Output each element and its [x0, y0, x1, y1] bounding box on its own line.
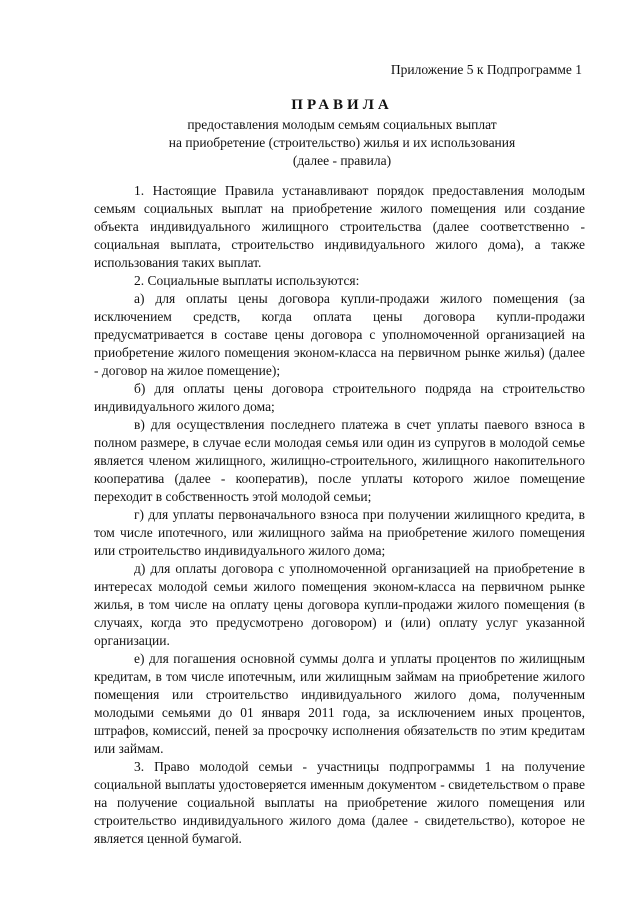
- paragraph-2b: б) для оплаты цены договора строительного подряда на строительство индивидуального жилого дома;: [94, 381, 585, 414]
- document-title: ПРАВИЛА: [291, 97, 393, 113]
- title-line-2: на приобретение (строительство) жилья и их использования: [168, 135, 516, 150]
- title-line-3: (далее - правила): [292, 153, 392, 168]
- paragraph-2: 2. Социальные выплаты используются:: [134, 273, 360, 288]
- paragraph-3: 3. Право молодой семьи - участницы подпрограммы 1 на получение социальной выплаты удостоверяется именным документом - свидетельством о праве на получение социальной выплаты на приобретение жилого помещения или строительство индивидуального жилого дома (далее - свидетельство), которое не является ценной бумагой.: [94, 759, 585, 846]
- paragraph-2g: г) для уплаты первоначального взноса при получении жилищного кредита, в том числе ипотечного, или жилищного займа на приобретение жилого помещения или строительство индивидуального жилого дома;: [94, 507, 585, 558]
- paragraph-1: 1. Настоящие Правила устанавливают порядок предоставления молодым семьям социальных выплат на приобретение жилого помещения или создание объекта индивидуального жилищного строительства (далее соответственно - социальная выплата, строительство индивидуального жилого дома), а также использования таких выплат.: [94, 183, 585, 270]
- paragraph-2d: д) для оплаты договора с уполномоченной организацией на приобретение в интересах молодой семьи жилого помещения эконом-класса на первичном рынке жилья, в том числе на оплату цены договора купли-продажи жилого помещения (в случаях, когда это предусмотрено договором) и (или) оплату услуг указанной организации.: [94, 561, 585, 648]
- paragraph-2a: а) для оплаты цены договора купли-продажи жилого помещения (за исключением средств, когда оплата цены договора купли-продажи предусматривается в составе цены договора с уполномоченной организацией на приобретение жилого помещения эконом-класса на первичном рынке жилья) (далее - договор на жилое помещение);: [94, 291, 585, 378]
- document-body: [94, 182, 585, 848]
- annex-reference: Приложение 5 к Подпрограмме 1: [390, 62, 582, 77]
- paragraph-2v: в) для осуществления последнего платежа в счет уплаты паевого взноса в полном размере, в случае если молодая семья или один из супругов в молодой семье является членом жилищного, жилищно-строительного, жилищного накопительного кооператива (далее - кооператив), после уплаты которого жилое помещение переходит в собственность этой молодой семьи;: [94, 417, 585, 504]
- paragraph-2e: е) для погашения основной суммы долга и уплаты процентов по жилищным кредитам, в том числе ипотечным, или жилищным займам на приобретение жилого помещения или строительство индивидуального жилого дома, полученным молодыми семьями до 01 января 2011 года, за исключением иных процентов, штрафов, комиссий, пеней за просрочку исполнения обязательств по этим кредитам или займам.: [94, 651, 585, 756]
- title-line-1: предоставления молодым семьям социальных выплат: [187, 117, 497, 132]
- title-block: [92, 95, 592, 170]
